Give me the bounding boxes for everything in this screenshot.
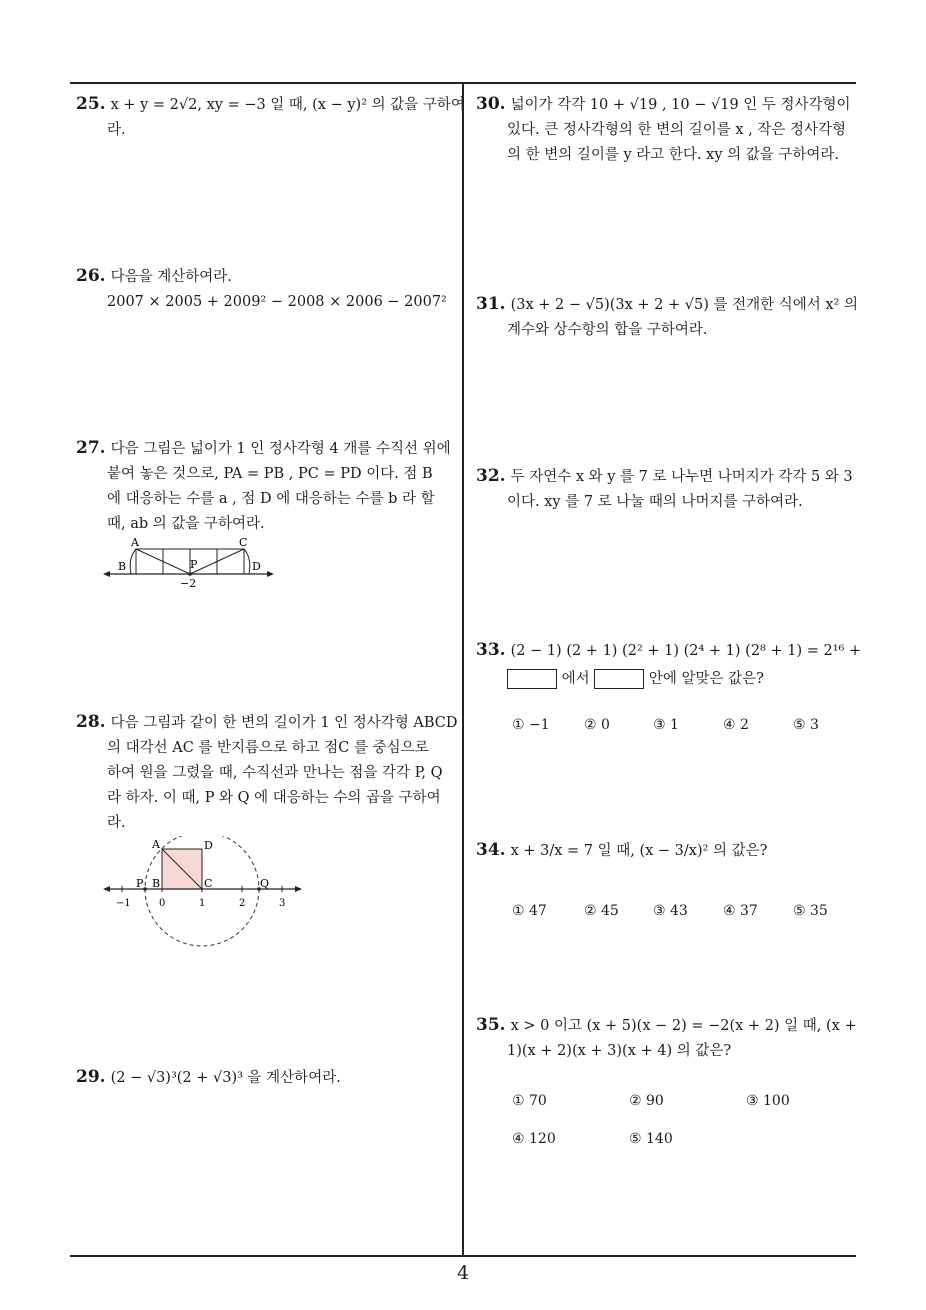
question-text: 있다. 큰 정사각형의 한 변의 길이를 x , 작은 정사각형 (507, 122, 847, 138)
question-29 (76, 1065, 456, 1091)
tick-label: 2 (239, 898, 246, 909)
question-26 (76, 264, 456, 315)
option-1[interactable]: ① 47 (512, 903, 547, 919)
question-text: (2 − √3)³(2 + √3)³ 을 계산하여라. (110, 1070, 341, 1086)
question-text: x > 0 이고 (x + 5)(x − 2) = −2(x + 2) 일 때, (x + (510, 1018, 857, 1034)
answer-blank (507, 669, 557, 689)
label-q: Q (260, 877, 270, 890)
tick-label: 0 (159, 898, 166, 909)
question-number: 29. (76, 1067, 106, 1087)
figure-28-number-line (100, 836, 310, 952)
option-1[interactable]: ① −1 (512, 717, 550, 733)
question-text: 붙여 놓은 것으로, PA = PB , PC = PD 이다. 점 B (107, 466, 433, 482)
question-text: x + 3/x = 7 일 때, (x − 3/x)² 의 값은? (510, 843, 768, 859)
label-c: C (239, 536, 248, 549)
question-number: 28. (76, 712, 106, 732)
question-27 (76, 436, 456, 537)
question-text: 라 하자. 이 때, P 와 Q 에 대응하는 수의 곱을 구하여 (107, 790, 441, 806)
label-d: D (204, 839, 213, 852)
option-2[interactable]: ② 90 (629, 1093, 664, 1109)
question-number: 31. (476, 294, 506, 314)
question-number: 35. (476, 1015, 506, 1035)
label-b: B (152, 877, 161, 890)
label-a: A (152, 838, 160, 851)
question-28 (76, 710, 456, 836)
question-text: 이다. xy 를 7 로 나눌 때의 나머지를 구하여라. (507, 494, 803, 510)
question-34 (476, 838, 861, 864)
question-text: 다음 그림과 같이 한 변의 길이가 1 인 정사각형 ABCD (110, 715, 458, 731)
question-text: (3x + 2 − √5)(3x + 2 + √5) 를 전개한 식에서 x² 의 (510, 297, 858, 313)
question-number: 30. (476, 94, 506, 114)
question-text: 1)(x + 2)(x + 3)(x + 4) 의 값은? (507, 1043, 732, 1059)
question-30 (476, 92, 861, 168)
question-35 (476, 1013, 861, 1064)
question-text: 의 한 변의 길이를 y 라고 한다. xy 의 값을 구하여라. (507, 147, 839, 163)
label-p: P (190, 558, 198, 571)
label-c: C (204, 877, 213, 890)
question-text: 라. (107, 122, 126, 138)
option-5[interactable]: ⑤ 35 (793, 903, 828, 919)
question-text: 계수와 상수항의 합을 구하여라. (507, 322, 708, 338)
column-divider (462, 82, 464, 1257)
option-5[interactable]: ⑤ 140 (629, 1131, 673, 1147)
question-number: 26. (76, 266, 106, 286)
question-text: (2 − 1) (2 + 1) (2² + 1) (2⁴ + 1) (2⁸ + 1) = 2¹⁶ + (510, 643, 862, 659)
option-5[interactable]: ⑤ 3 (793, 717, 819, 733)
tick-label: 3 (279, 898, 286, 909)
question-text: x + y = 2√2, xy = −3 일 때, (x − y)² 의 값을 구하여 (110, 97, 465, 113)
question-text: 넓이가 각각 10 + √19 , 10 − √19 인 두 정사각형이 (510, 97, 851, 113)
question-text: 다음 그림은 넓이가 1 인 정사각형 4 개를 수직선 위에 (110, 441, 451, 457)
option-2[interactable]: ② 0 (584, 717, 610, 733)
question-number: 27. (76, 438, 106, 458)
label-p: P (136, 877, 144, 890)
option-1[interactable]: ① 70 (512, 1093, 547, 1109)
tick-label: 1 (199, 898, 206, 909)
question-text: 라. (107, 815, 126, 831)
question-number: 33. (476, 640, 506, 660)
question-text: 다음을 계산하여라. (110, 269, 232, 285)
question-text: 때, ab 의 값을 구하여라. (107, 516, 265, 532)
question-text: 의 대각선 AC 를 반지름으로 하고 점C 를 중심으로 (107, 740, 429, 756)
tick-label: −2 (180, 577, 197, 590)
question-32 (476, 464, 861, 515)
label-a: A (131, 536, 139, 549)
tick-label: −1 (116, 898, 131, 909)
label-b: B (118, 560, 127, 573)
option-4[interactable]: ④ 37 (723, 903, 758, 919)
label-d: D (252, 560, 261, 573)
question-25 (76, 92, 465, 143)
option-4[interactable]: ④ 2 (723, 717, 749, 733)
option-3[interactable]: ③ 100 (746, 1093, 790, 1109)
expression: 2007 × 2005 + 2009² − 2008 × 2006 − 2007² (107, 294, 447, 310)
question-number: 34. (476, 840, 506, 860)
answer-blank (594, 669, 644, 689)
question-31 (476, 292, 861, 343)
question-text: 에서 (561, 671, 590, 687)
figure-27-number-line (100, 536, 280, 592)
option-3[interactable]: ③ 43 (653, 903, 688, 919)
option-4[interactable]: ④ 120 (512, 1131, 556, 1147)
option-2[interactable]: ② 45 (584, 903, 619, 919)
question-number: 25. (76, 94, 106, 114)
question-number: 32. (476, 466, 506, 486)
question-text: 에 대응하는 수를 a , 점 D 에 대응하는 수를 b 라 할 (107, 491, 435, 507)
question-text: 두 자연수 x 와 y 를 7 로 나누면 나머지가 각각 5 와 3 (510, 469, 853, 485)
option-3[interactable]: ③ 1 (653, 717, 679, 733)
question-text: 안에 알맞은 값은? (648, 671, 764, 687)
page-number: 4 (456, 1262, 470, 1284)
question-33 (476, 638, 861, 694)
question-text: 하여 원을 그렸을 때, 수직선과 만나는 점을 각각 P, Q (107, 765, 443, 781)
